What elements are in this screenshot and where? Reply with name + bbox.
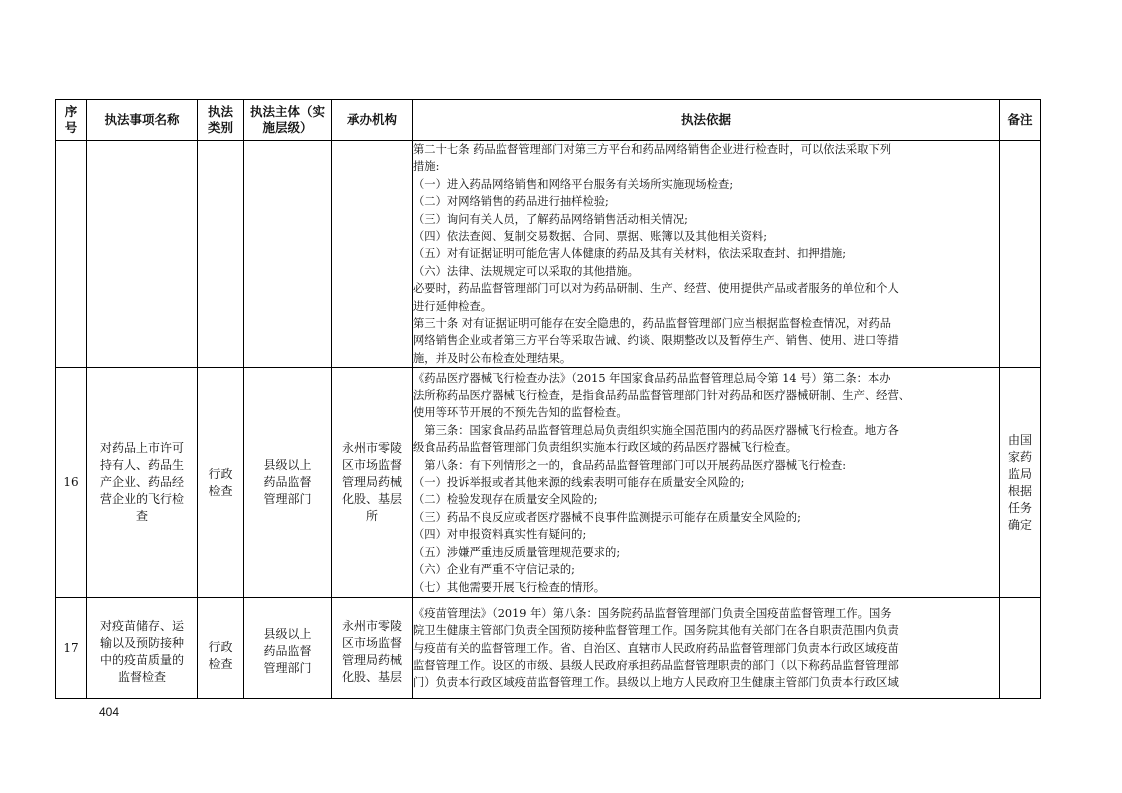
cell-seq: 17	[56, 598, 87, 699]
basis-line: （三）询问有关人员，了解药品网络销售活动相关情况;	[413, 212, 688, 226]
cell-office: 永州市零陵区市场监督管理局药械化股、基层所	[332, 368, 413, 598]
col-header-subject: 执法主体（实施层级）	[244, 100, 332, 141]
cell-subject	[244, 141, 332, 368]
cell-category: 行政检查	[198, 368, 244, 598]
cell-name	[87, 141, 198, 368]
basis-line: 法所称药品医疗器械飞行检查，是指食品药品监督管理部门针对药品和医疗器械研制、生产、经营、	[413, 389, 911, 403]
cell-remarks: 由国家药监局根据任务确定	[1000, 368, 1041, 598]
cell-remarks	[1000, 598, 1041, 699]
table-row	[56, 368, 1041, 598]
basis-line: 第三条：国家食品药品监督管理总局负责组织实施全国范围内的药品医疗器械飞行检查。地方各	[413, 423, 899, 437]
basis-line: 必要时，药品监督管理部门可以对为药品研制、生产、经营、使用提供产品或者服务的单位和个人	[413, 282, 899, 296]
page-number: 404	[99, 705, 120, 719]
basis-line: （四）依法查阅、复制交易数据、合同、票据、账簿以及其他相关资料;	[413, 230, 768, 244]
col-header-name: 执法事项名称	[87, 100, 198, 141]
basis-line: 《药品医疗器械飞行检查办法》（2015 年国家食品药品监督管理总局令第 14 号）第二条：本办	[413, 371, 891, 385]
basis-line: （七）其他需要开展飞行检查的情形。	[413, 580, 606, 594]
basis-line: （一）进入药品网络销售和网络平台服务有关场所实施现场检查;	[413, 177, 734, 191]
basis-line: （二）检验发现存在质量安全风险的;	[413, 493, 598, 507]
basis-line: 《疫苗管理法》（2019 年）第八条：国务院药品监督管理部门负责全国疫苗监督管理工作。国务	[413, 606, 892, 620]
cell-office: 永州市零陵区市场监督管理局药械化股、基层	[332, 598, 413, 699]
cell-name: 对疫苗储存、运输以及预防接种中的疫苗质量的监督检查	[87, 598, 198, 699]
cell-subject: 县级以上药品监督管理部门	[244, 368, 332, 598]
basis-line: 措施:	[413, 160, 440, 174]
col-header-seq: 序号	[56, 100, 87, 141]
cell-remarks	[1000, 141, 1041, 368]
col-header-remarks: 备注	[1000, 100, 1041, 141]
cell-basis	[413, 368, 1000, 598]
basis-line: （五）对有证据证明可能危害人体健康的药品及其有关材料，依法采取查封、扣押措施;	[413, 247, 847, 261]
basis-line: 进行延伸检查。	[413, 299, 493, 313]
basis-line: 与疫苗有关的监督管理工作。省、自治区、直辖市人民政府药品监督管理部门负责本行政区域疫苗	[413, 641, 899, 655]
cell-seq	[56, 141, 87, 368]
basis-line: （六）企业有严重不守信记录的;	[413, 563, 575, 577]
cell-subject: 县级以上药品监督管理部门	[244, 598, 332, 699]
table-row	[56, 141, 1041, 368]
basis-line: 门）负责本行政区域疫苗监督管理工作。县级以上地方人民政府卫生健康主管部门负责本行政区域	[413, 676, 899, 690]
basis-line: 施，并及时公布检查处理结果。	[413, 351, 572, 365]
basis-line: 院卫生健康主管部门负责全国预防接种监督管理工作。国务院其他有关部门在各自职责范围内负责	[413, 624, 899, 638]
basis-line: （四）对申报资料真实性有疑问的;	[413, 528, 587, 542]
basis-line: （三）药品不良反应或者医疗器械不良事件监测提示可能存在质量安全风险的;	[413, 510, 801, 524]
table-row	[56, 598, 1041, 699]
cell-basis	[413, 141, 1000, 368]
enforcement-table	[55, 99, 1041, 699]
basis-line: （六）法律、法规规定可以采取的其他措施。	[413, 264, 639, 278]
basis-line: 第八条：有下列情形之一的，食品药品监督管理部门可以开展药品医疗器械飞行检查:	[413, 458, 847, 472]
basis-line: 级食品药品监督管理部门负责组织实施本行政区域的药品医疗器械飞行检查。	[413, 441, 798, 455]
cell-category	[198, 141, 244, 368]
cell-name: 对药品上市许可持有人、药品生产企业、药品经营企业的飞行检查	[87, 368, 198, 598]
col-header-basis: 执法依据	[413, 100, 1000, 141]
basis-line: 网络销售企业或者第三方平台等采取告诫、约谈、限期整改以及暂停生产、销售、使用、进口等措	[413, 334, 899, 348]
cell-category: 行政检查	[198, 598, 244, 699]
cell-basis	[413, 598, 1000, 699]
basis-line: 第二十七条 药品监督管理部门对第三方平台和药品网络销售企业进行检查时，可以依法采取下列	[413, 143, 892, 156]
col-header-office: 承办机构	[332, 100, 413, 141]
cell-seq: 16	[56, 368, 87, 598]
basis-line: （一）投诉举报或者其他来源的线索表明可能存在质量安全风险的;	[413, 476, 745, 490]
col-header-category: 执法类别	[198, 100, 244, 141]
basis-line: 监督管理工作。设区的市级、县级人民政府承担药品监督管理职责的部门（以下称药品监督管理部	[413, 658, 899, 672]
cell-office	[332, 141, 413, 368]
basis-line: 第三十条 对有证据证明可能存在安全隐患的，药品监督管理部门应当根据监督检查情况，对药品	[413, 317, 892, 331]
basis-line: （五）涉嫌严重违反质量管理规范要求的;	[413, 545, 621, 559]
basis-line: 使用等环节开展的不预先告知的监督检查。	[413, 406, 628, 420]
header-row	[56, 100, 1041, 141]
basis-line: （二）对网络销售的药品进行抽样检验;	[413, 195, 609, 209]
